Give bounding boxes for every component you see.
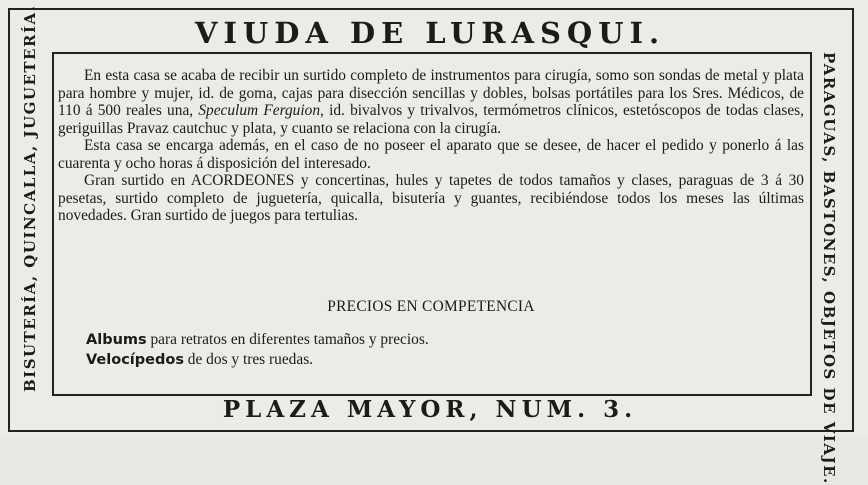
shop-title: VIUDA DE LURASQUI. — [194, 16, 666, 50]
paragraph-text: En esta casa se acaba de recibir un surtido completo de instrumentos para cirugía, somo son sondas de metal y plata para hombre y mujer, id. de goma, cajas para disección sencillas y dobles, bolsas portátiles para los Sres. Médicos, de 110 á 500 reales una, — [58, 67, 804, 119]
item-label: Velocípedos — [86, 352, 184, 368]
right-side-caption: PARAGUAS, BASTONES, OBJETOS DE VIAJE. — [820, 52, 838, 485]
item-text: de dos y tres ruedas. — [183, 351, 314, 368]
price-list — [86, 330, 786, 370]
paragraph-accordions: Gran surtido en ACORDEONES y concertinas, hules y tapetes de todos tamaños y clases, paraguas de 3 á 30 pesetas, surtido completo de juguetería, quicalla, bisutería y guantes, recibiéndose todos los meses las últimas novedades. Gran surtido de juegos para tertulias. — [58, 172, 804, 224]
price-item-albums — [86, 330, 786, 350]
price-item-velocipedes — [86, 350, 786, 370]
italic-product-name: Speculum Ferguion — [198, 102, 321, 119]
left-side-caption: BISUTERÍA, QUINCALLA, JUGUETERÍA. — [21, 4, 39, 392]
paragraph-orders: Esta casa se encarga además, en el caso de no poseer el aparato que se desee, de hacer el pedido y ponerlo á las cuarenta y ocho horas á disposición del interesado. — [58, 137, 804, 172]
item-text: para retratos en diferentes tamaños y precios. — [146, 331, 429, 348]
paragraph-text: , id. bivalvos y trivalvos, termómetros clínicos, estetóscopos de todas clases, geriguillas Pravaz cautchuc y plata, y cuanto se relaciona con la cirugía. — [58, 102, 805, 137]
item-label: Albums — [86, 332, 147, 348]
prices-heading: PRECIOS EN COMPETENCIA — [327, 298, 535, 315]
paragraph-surgical-instruments — [58, 67, 804, 137]
advertisement-body — [58, 67, 804, 225]
shop-address: PLAZA MAYOR, NUM. 3. — [222, 396, 638, 423]
